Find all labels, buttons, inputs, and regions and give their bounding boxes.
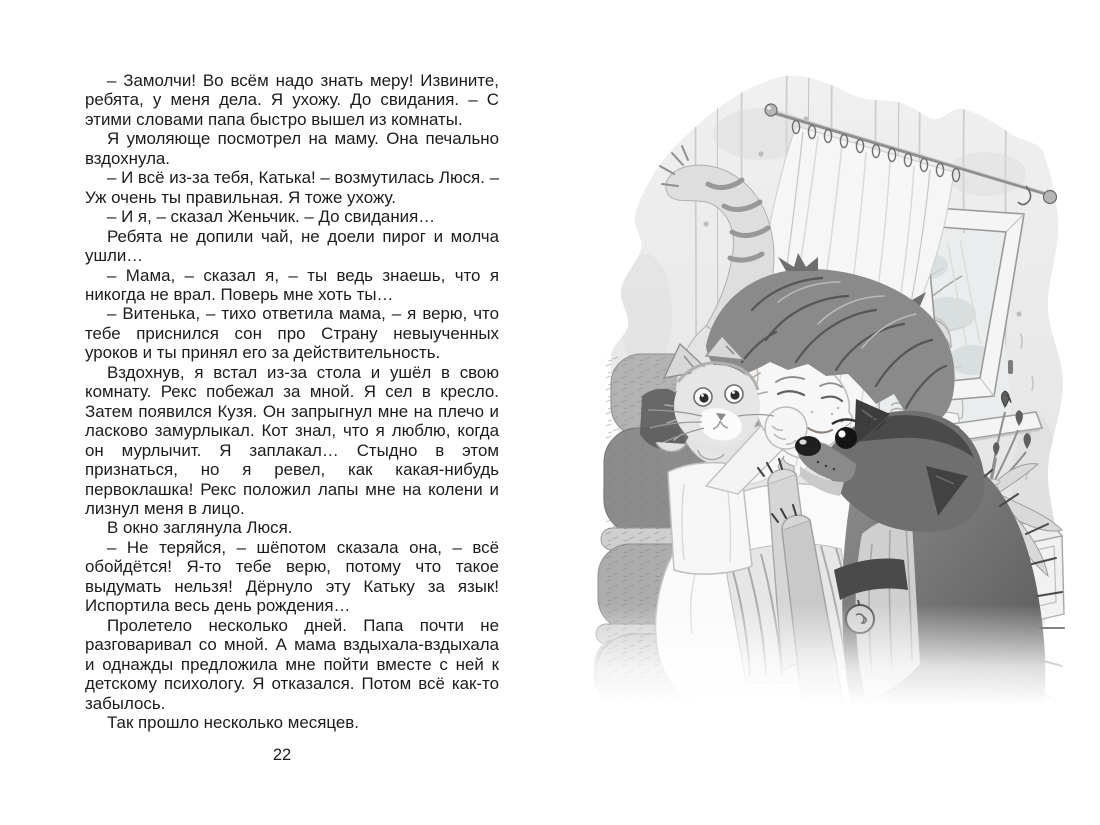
window-latch (1008, 360, 1013, 374)
paragraph: Вздохнув, я встал из-за стола и ушёл в свою комнату. Рекс побежал за мной. Я сел в кресло. Затем появился Кузя. Он запрыгнул мне на плечо и ласково замурлыкал. Кот знал, что я люблю, когда он мурлычит. Я заплакал… Стыдно в этом признаться, но я ревел, как какая-нибудь первоклашка! Рекс положил лапы мне на колени и лизнул меня в лицо. (85, 362, 499, 518)
paragraph: Я умоляюще посмотрел на маму. Она печально вздохнула. (85, 129, 499, 168)
paragraph: – И всё из-за тебя, Катька! – возмутилась Люся. – Уж очень ты правильная. Я тоже ухожу. (85, 168, 499, 207)
paragraph: Пролетело несколько дней. Папа почти не разговаривал со мной. А мама вздыхала-вздыхала и однажды предложила мне пойти вместе с ней к детскому психологу. Я отказался. Потом всё как-то забылось. (85, 615, 499, 713)
dog-eye (835, 427, 857, 449)
fade-out-edge (556, 604, 1070, 730)
paragraph: В окно заглянула Люся. (107, 518, 293, 538)
cat-eye (730, 390, 739, 399)
paragraph: Так прошло несколько месяцев. (107, 712, 359, 732)
paragraph: Ребята не допили чай, не доели пирог и молча ушли… (85, 226, 499, 266)
rod-finial (765, 104, 777, 116)
story-illustration (556, 14, 1070, 730)
paragraph: – И я, – сказал Женьчик. – До свидания… (107, 207, 436, 227)
paragraph: – Витенька, – тихо ответила мама, – я верю, что тебе приснился сон про Страну невыученных уроков и ты принял его за действительность. (85, 304, 499, 363)
paragraph: – Не теряйся, – шёпотом сказала она, – всё обойдётся! Я-то тебе верю, потому что такое выдумать нельзя! Дёрнуло эту Катьку за язык! Испортила весь день рождения… (85, 537, 499, 616)
paragraph: – Замолчи! Во всём надо знать меру! Извините, ребята, у меня дела. Я ухожу. До свидания. – С этими словами папа быстро вышел из комнаты. (85, 71, 499, 129)
page-number: 22 (272, 746, 292, 764)
rod-finial (1044, 191, 1057, 204)
dog-nose (795, 436, 821, 456)
cat-eye (699, 393, 708, 402)
story-text-column (85, 71, 499, 732)
paragraph: – Мама, – сказал я, – ты ведь знаешь, что я никогда не врал. Поверь мне хоть ты… (85, 265, 499, 304)
